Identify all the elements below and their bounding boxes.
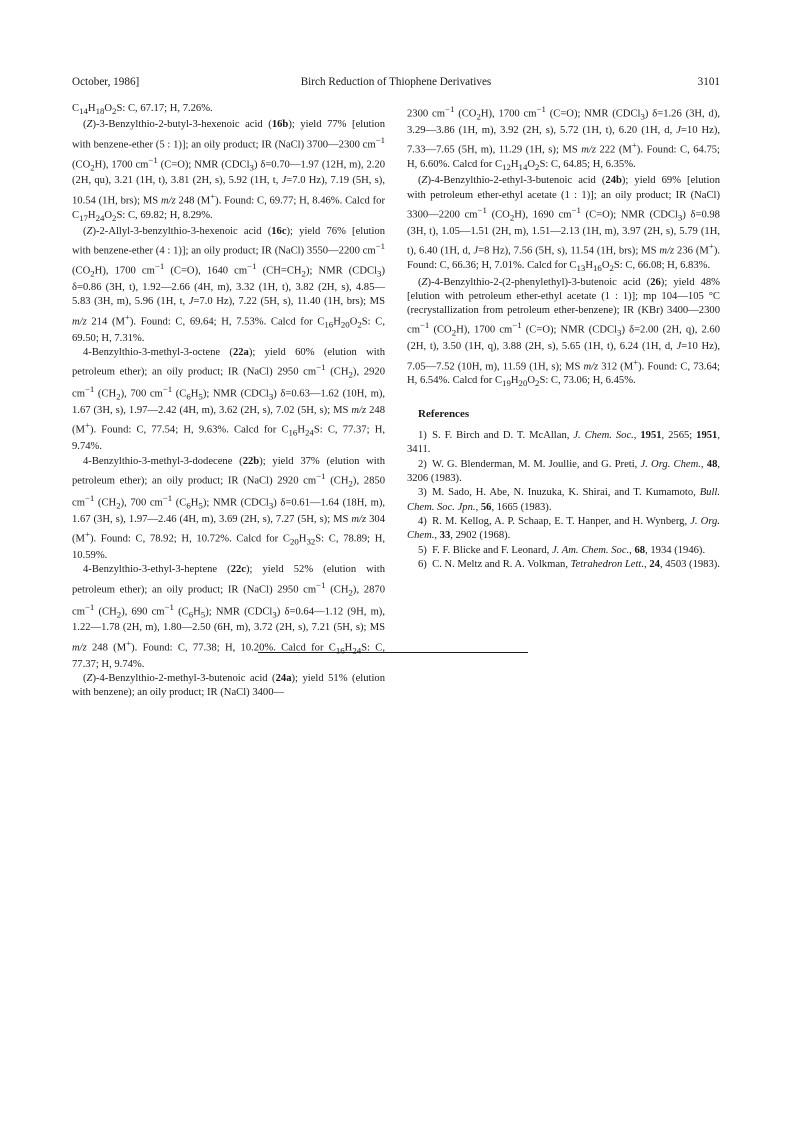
compound-entry: (Z)-3-Benzylthio-2-butyl-3-hexenoic acid (16b); yield 77% [elution with benzene-ether (5 : 1)]; an oily product; IR (NaCl) 3700—2300 $cm^{-1}$ $(CO_2H)$, 1700 $cm^{-1}$ (C=O); NMR (CDCl$_3$) δ=0.70—1.97 (12H, m), 2.20 (2H, qu), 3.21 (1H, t), 3.81 (2H, s), 5.92 (1H, t, J=7.0 Hz), 7.19 (5H, s), 10.54 (1H, brs); MS m/z 248 (M+). Found: C, 69.77; H, 8.46%. Calcd for $C_{17}H_{24}O_2S$: C, 69.82; H, 8.29%. — [72, 119, 385, 223]
compound-entry: 4-Benzylthio-3-ethyl-3-heptene (22c); yield 52% (elution with petroleum ether); an oily product; IR (NaCl) 2950 $cm^{-1}$ $(CH_2)$, 2870 $cm^{-1}$ $(CH_2)$, 690 $cm^{-1}$ $(C_6H_5)$; NMR (CDCl$_3$) δ=0.64—1.12 (9H, m), 1.22—1.78 (2H, m), 1.80—2.50 (6H, m), 3.72 (2H, s), 7.21 (5H, s); MS m/z 248 (M+). Found: C, 77.38; H, 10.20%. Calcd for $C_{16}H_{24}S$: C, 77.37; H, 9.74%. — [72, 564, 385, 670]
reference-number: 6) — [418, 558, 433, 570]
running-header — [72, 74, 720, 90]
header-title: Birch Reduction of Thiophene Derivatives — [300, 76, 492, 88]
compound-entry: (Z)-4-Benzylthio-2-(2-phenylethyl)-3-butenoic acid (26); yield 48% [elution with petroleum ether-ethyl acetate (1 : 1)]; mp 104—105 °C (recrystallization from petroleum ether-benzene); IR (KBr) 3400—2300 $cm^{-1}$ $(CO_2H)$, 1700 $cm^{-1}$ (C=O); NMR (CDCl$_3$) δ=2.00 (2H, q), 2.60 (2H, t), 3.50 (1H, q), 3.88 (2H, s), 5.65 (1H, t), 6.24 (1H, d, J=10 Hz), 7.05—7.52 (10H, m), 11.59 (1H, s); MS m/z 312 (M+). Found: C, 73.64; H, 6.54%. Calcd for $C_{19}H_{20}O_2S$: C, 73.06; H, 6.45%. — [407, 276, 721, 389]
right-column-body — [407, 102, 720, 391]
continued-text: $C_{14}H_{18}O_2S$: C, 67.17; H, 7.26%. — [72, 103, 213, 117]
references-heading: References — [418, 407, 470, 420]
continued-text: 2300 $cm^{-1}$ $(CO_2H)$, 1700 $cm^{-1}$ (C=O); NMR (CDCl$_3$) δ=1.26 (3H, d), 3.29—3.86 (1H, m), 3.92 (2H, s), 5.72 (1H, t), 6.20 (1H, d, J=10 Hz), 7.33—7.65 (5H, m), 11.29 (1H, s); MS m/z 222 (M+). Found: C, 64.75; H, 6.60%. Calcd for $C_{12}H_{14}O_2S$: C, 64.85; H, 6.35%. — [407, 104, 721, 173]
left-column — [72, 102, 385, 701]
reference-item — [407, 558, 720, 572]
reference-item — [407, 429, 720, 458]
reference-item — [407, 486, 720, 515]
reference-item — [407, 515, 720, 544]
reference-number: 1) — [418, 430, 433, 442]
reference-text: M. Sado, H. Abe, N. Inuzuka, K. Shirai, and T. Kumamoto, Bull. Chem. Soc. Jpn., 56, 1665 (1983). — [407, 487, 720, 513]
right-column — [407, 102, 720, 572]
compound-entry: (Z)-4-Benzylthio-2-methyl-3-butenoic acid (24a); yield 51% (elution with benzene); an oily product; IR (NaCl) 3400— — [72, 673, 386, 699]
header-date: October, 1986] — [72, 76, 140, 88]
reference-text: C. N. Meltz and R. A. Volkman, Tetrahedron Lett., 24, 4503 (1983). — [432, 558, 720, 570]
reference-number: 4) — [418, 515, 433, 527]
end-rule — [258, 652, 528, 653]
reference-text: F. F. Blicke and F. Leonard, J. Am. Chem. Soc., 68, 1934 (1946). — [432, 544, 706, 556]
header-page-number: 3101 — [697, 76, 720, 88]
reference-text: W. G. Blenderman, M. M. Joullie, and G. Preti, J. Org. Chem., 48, 3206 (1983). — [407, 458, 721, 485]
reference-number: 3) — [418, 487, 433, 499]
compound-entry: 4-Benzylthio-3-methyl-3-octene (22a); yield 60% (elution with petroleum ether); an oily product; IR (NaCl) 2950 $cm^{-1}$ $(CH_2)$, 2920 $cm^{-1}$ $(CH_2)$, 700 $cm^{-1}$ $(C_6H_5)$; NMR (CDCl$_3$) δ=0.63—1.62 (10H, m), 1.67 (3H, s), 1.97—2.42 (4H, m), 3.62 (2H, s), 7.02 (5H, s); MS m/z 248 (M+). Found: C, 77.54; H, 9.63%. Calcd for $C_{16}H_{24}S$: C, 77.37; H, 9.74%. — [72, 346, 385, 453]
reference-text: R. M. Kellog, A. P. Schaap, E. T. Hanper, and H. Wynberg, J. Org. Chem., 33, 2902 (1968). — [407, 515, 720, 542]
compound-entry: (Z)-4-Benzylthio-2-ethyl-3-butenoic acid (24b); yield 69% [elution with petroleum ether-ethyl acetate (1 : 1)]; an oily product; IR (NaCl) 3300—2200 $cm^{-1}$ $(CO_2H)$, 1690 $cm^{-1}$ (C=O); NMR (CDCl$_3$) δ=0.98 (3H, t), 1.05—1.51 (2H, m), 1.51—2.13 (1H, m), 3.97 (2H, s), 5.79 (1H, t), 6.40 (1H, d, J=8 Hz), 7.56 (5H, s), 11.54 (1H, brs); MS m/z 236 (M+). Found: C, 66.36; H, 7.01%. Calcd for $C_{13}H_{16}O_2S$: C, 66.08; H, 6.83%. — [407, 175, 721, 274]
reference-number: 2) — [418, 458, 433, 470]
reference-item — [407, 458, 720, 487]
compound-entry: (Z)-2-Allyl-3-benzylthio-3-hexenoic acid (16c); yield 76% [elution with benzene-ether (4 : 1)]; an oily product; IR (NaCl) 3550—2200 $cm^{-1}$ $(CO_2H)$, 1700 $cm^{-1}$ (C=O), 1640 $cm^{-1}$ $(CH=CH_2)$; NMR (CDCl$_3$) δ=0.86 (3H, t), 1.92—2.66 (4H, m), 3.32 (1H, t), 3.82 (2H, s), 4.85—5.83 (3H, m), 5.96 (1H, t, J=7.0 Hz), 7.22 (5H, s), 11.40 (1H, brs); MS m/z 214 (M+). Found: C, 69.64; H, 7.53%. Calcd for $C_{16}H_{20}O_2S$: C, 69.50; H, 7.31%. — [72, 226, 386, 344]
references-list — [407, 429, 720, 572]
reference-text: S. F. Birch and D. T. McAllan, J. Chem. Soc., 1951, 2565; 1951, 3411. — [407, 430, 720, 456]
reference-item — [407, 544, 720, 558]
reference-number: 5) — [418, 544, 433, 556]
compound-entry: 4-Benzylthio-3-methyl-3-dodecene (22b); yield 37% (elution with petroleum ether); an oily product; IR (NaCl) 2920 $cm^{-1}$ $(CH_2)$, 2850 $cm^{-1}$ $(CH_2)$, 700 $cm^{-1}$ $(C_6H_5)$; NMR (CDCl$_3$) δ=0.61—1.64 (18H, m), 1.67 (3H, s), 1.97—2.46 (4H, m), 3.69 (2H, s), 7.27 (5H, s); MS m/z 304 (M+). Found: C, 78.92; H, 10.72%. Calcd for $C_{20}H_{32}S$: C, 78.89; H, 10.59%. — [72, 455, 385, 561]
